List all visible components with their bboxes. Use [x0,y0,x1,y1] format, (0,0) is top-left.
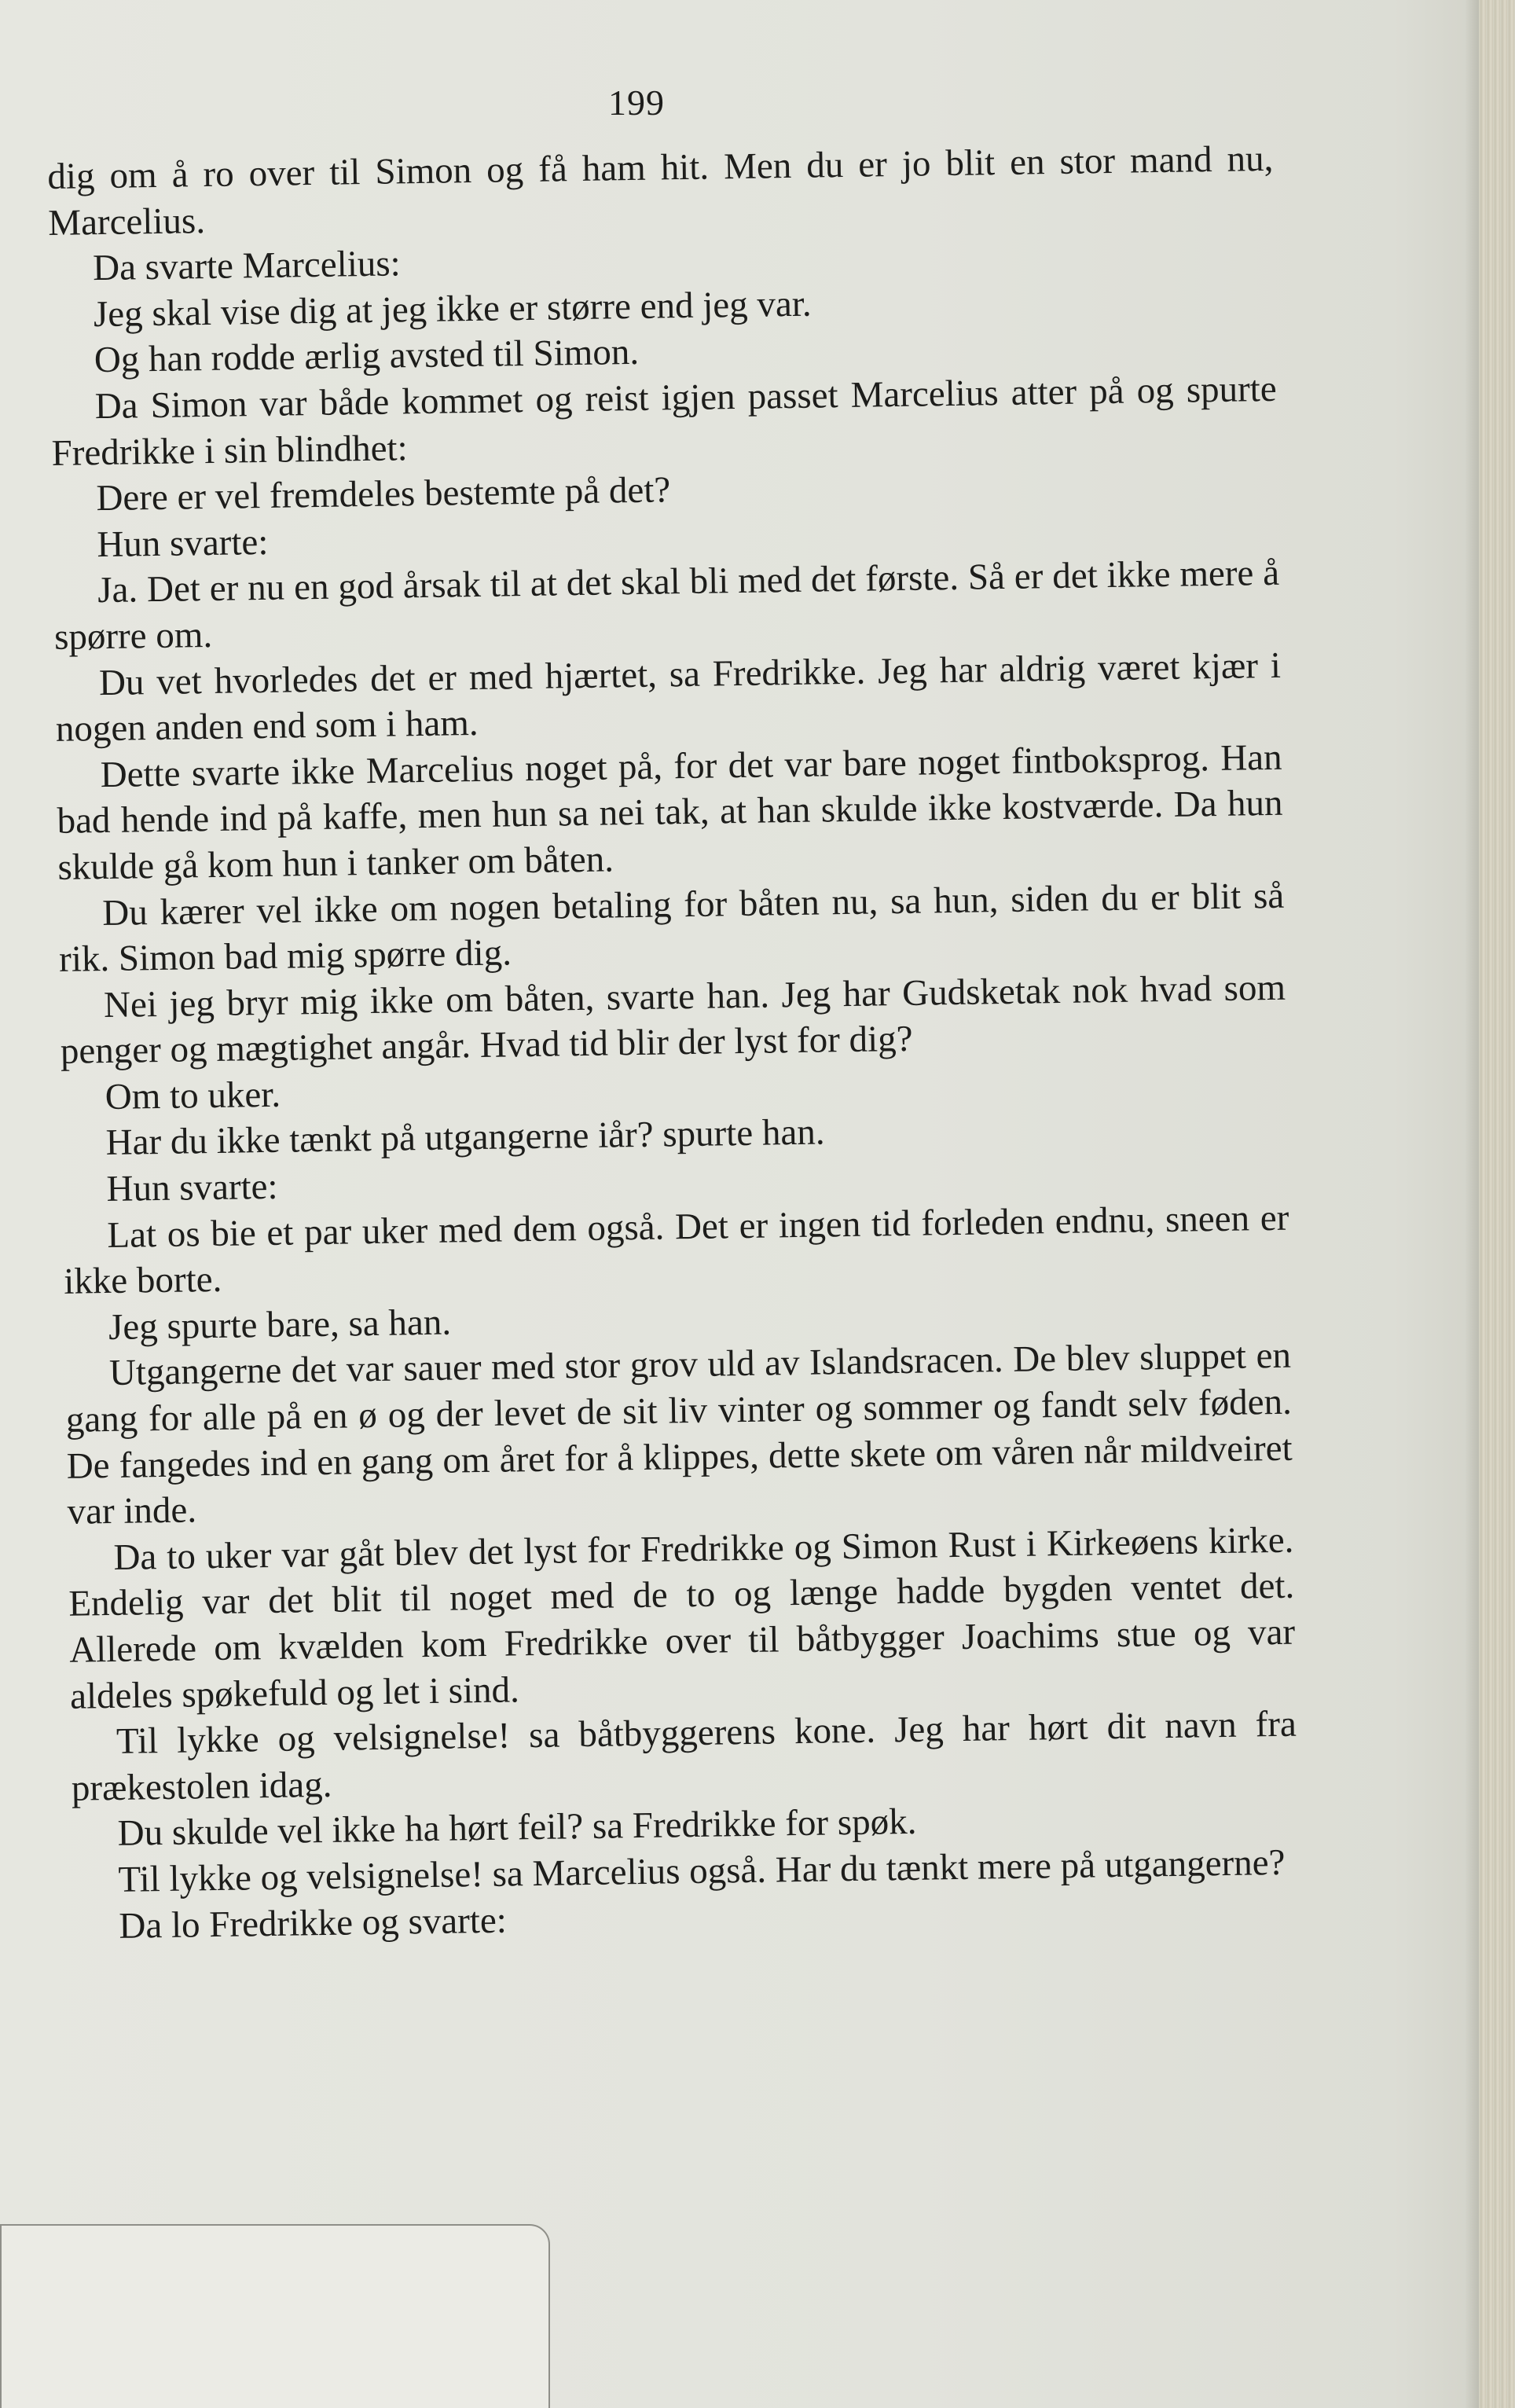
paragraph: Da Simon var både kommet og reist igjen passet Marcelius atter på og spurte Fredrikke i sin blindhet: [51,368,1277,474]
paragraph: dig om å ro over til Simon og få ham hit. Men du er jo blit en stor mand nu, Marcelius. [47,138,1274,244]
paragraph: Da svarte Marcelius: [92,243,402,289]
paragraph: Hun svarte: [106,1165,278,1210]
paragraph: Til lykke og velsignelse! sa Marcelius også. Har du tænkt mere på utgangerne? [118,1841,1286,1900]
page-shadow [1465,0,1479,2408]
paragraph: Utgangerne det var sauer med stor grov uld av Islandsracen. De blev sluppet en gang for alle på en ø og der levet de sit liv vinter og sommer og fandt selv føden. De fangedes ind en gang om året for å klippes, dette skete om våren når mildveiret var inde. [65,1335,1293,1533]
paragraph: Du vet hvorledes det er med hjærtet, sa Fredrikke. Jeg har aldrig været kjær i nogen anden end som i ham. [55,644,1282,751]
paragraph: Har du ikke tænkt på utgangerne iår? spurte han. [105,1111,825,1164]
paragraph: Nei jeg bryr mig ikke om båten, svarte han. Jeg har Gudsketak nok hvad som penger og mægtighet angår. Hvad tid blir der lyst for dig? [60,967,1286,1073]
page-number: 199 [608,83,665,123]
paragraph: Om to uker. [105,1074,281,1118]
paragraph: Jeg skal vise dig at jeg ikke er større end jeg var. [93,283,812,335]
paragraph: Da to uker var gåt blev det lyst for Fredrikke og Simon Rust i Kirkeøens kirke. Endelig var det blit til noget med de to og længe hadde bygden ventet det. Allerede om kvælden kom Fredrikke over til båtbygger Joachims stue og var aldeles spøkefuld og let i sind. [68,1519,1296,1717]
paragraph: Hun svarte: [96,521,269,565]
page-edge [1479,0,1515,2408]
paragraph: Ja. Det er nu en god årsak til at det skal bli med det første. Så er det ikke mere å spørre om. [53,552,1280,658]
paragraph: Dere er vel fremdeles bestemte på det? [96,469,671,519]
paragraph: Du skulde vel ikke ha hørt feil? sa Fredrikke for spøk. [117,1801,917,1855]
paragraph: Til lykke og velsignelse! sa båtbyggerens kone. Jeg har hørt dit navn fra prækestolen idag. [71,1703,1297,1809]
page-tab [0,2224,550,2408]
body-text [47,136,1300,1950]
paragraph: Dette svarte ikke Marcelius noget på, for det var bare noget fintboksprog. Han bad hende ind på kaffe, men hun sa nei tak, at han skulde ikke kostværde. Da hun skulde gå kom hun i tanker om båten. [57,736,1283,888]
paragraph: Lat os bie et par uker med dem også. Det er ingen tid forleden endnu, sneen er ikke borte. [63,1197,1289,1303]
paragraph: Og han rodde ærlig avsted til Simon. [94,332,640,381]
paragraph: Jeg spurte bare, sa han. [108,1301,452,1348]
paragraph: Da lo Fredrikke og svarte: [119,1900,508,1947]
paragraph: Du kærer vel ikke om nogen betaling for båten nu, sa hun, siden du er blit så rik. Simon bad mig spørre dig. [58,875,1285,980]
